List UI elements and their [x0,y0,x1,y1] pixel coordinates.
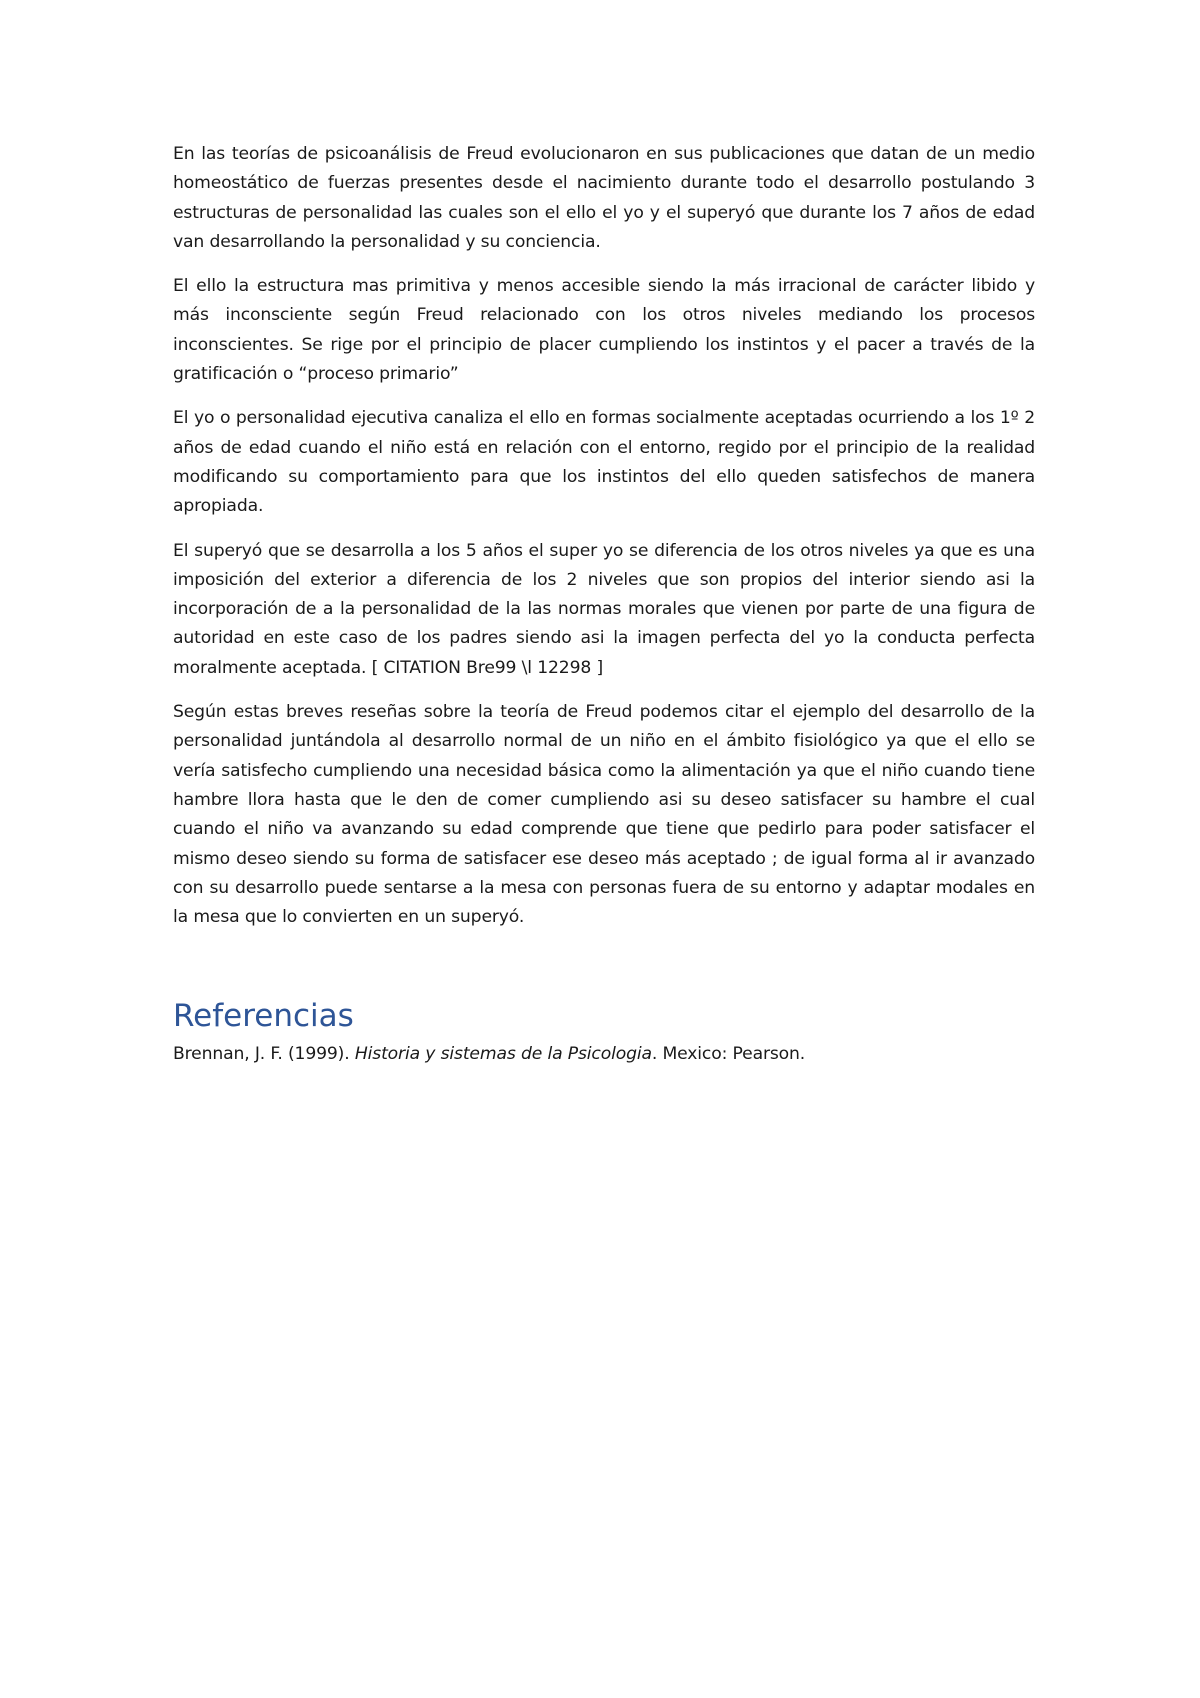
reference-publisher: . Mexico: Pearson. [651,1044,806,1065]
paragraph-4: El superyó que se desarrolla a los 5 años el super yo se diferencia de los otros niveles ya que es una imposición del exterior a diferencia de los 2 niveles que son propios del interior siendo asi la incorporación de a la personalidad de la las normas morales que vienen por parte de una figura de autoridad en este caso de los padres siendo asi la imagen perfecta del yo la conducta perfecta moralmente aceptada. [ CITATION Bre99 \l 12298 ] [173,540,1035,678]
reference-entry [173,1040,1035,1069]
paragraph-5: Según estas breves reseñas sobre la teoría de Freud podemos citar el ejemplo del desarrollo de la personalidad juntándola al desarrollo normal de un niño en el ámbito fisiológico ya que el ello se vería satisfecho cumpliendo una necesidad básica como la alimentación ya que el niño cuando tiene hambre llora hasta que le den de comer cumpliendo asi su deseo satisfacer su hambre el cual cuando el niño va avanzando su edad comprende que tiene que pedirlo para poder satisfacer el mismo deseo siendo su forma de satisfacer ese deseo más aceptado ; de igual forma al ir avanzado con su desarrollo puede sentarse a la mesa con personas fuera de su entorno y adaptar modales en la mesa que lo convierten en un superyó. [173,702,1035,928]
reference-title: Historia y sistemas de la Psicologia [354,1044,652,1065]
document-body [173,140,1035,1069]
paragraph-2: El ello la estructura mas primitiva y menos accesible siendo la más irracional de carácter libido y más inconsciente según Freud relacionado con los otros niveles mediando los procesos inconscientes. Se rige por el principio de placer cumpliendo los instintos y el pacer a través de la gratificación o “proceso primario” [173,276,1035,385]
paragraph-1: En las teorías de psicoanálisis de Freud evolucionaron en sus publicaciones que datan de un medio homeostático de fuerzas presentes desde el nacimiento durante todo el desarrollo postulando 3 estructuras de personalidad las cuales son el ello el yo y el superyó que durante los 7 años de edad van desarrollando la personalidad y su conciencia. [173,144,1035,252]
paragraph-3: El yo o personalidad ejecutiva canaliza el ello en formas socialmente aceptadas ocurriendo a los 1º 2 años de edad cuando el niño está en relación con el entorno, regido por el principio de la realidad modificando su comportamiento para que los instintos del ello queden satisfechos de manera apropiada. [173,408,1035,517]
reference-author: Brennan, J. F. (1999). [173,1044,355,1065]
references-heading: Referencias [173,998,354,1035]
